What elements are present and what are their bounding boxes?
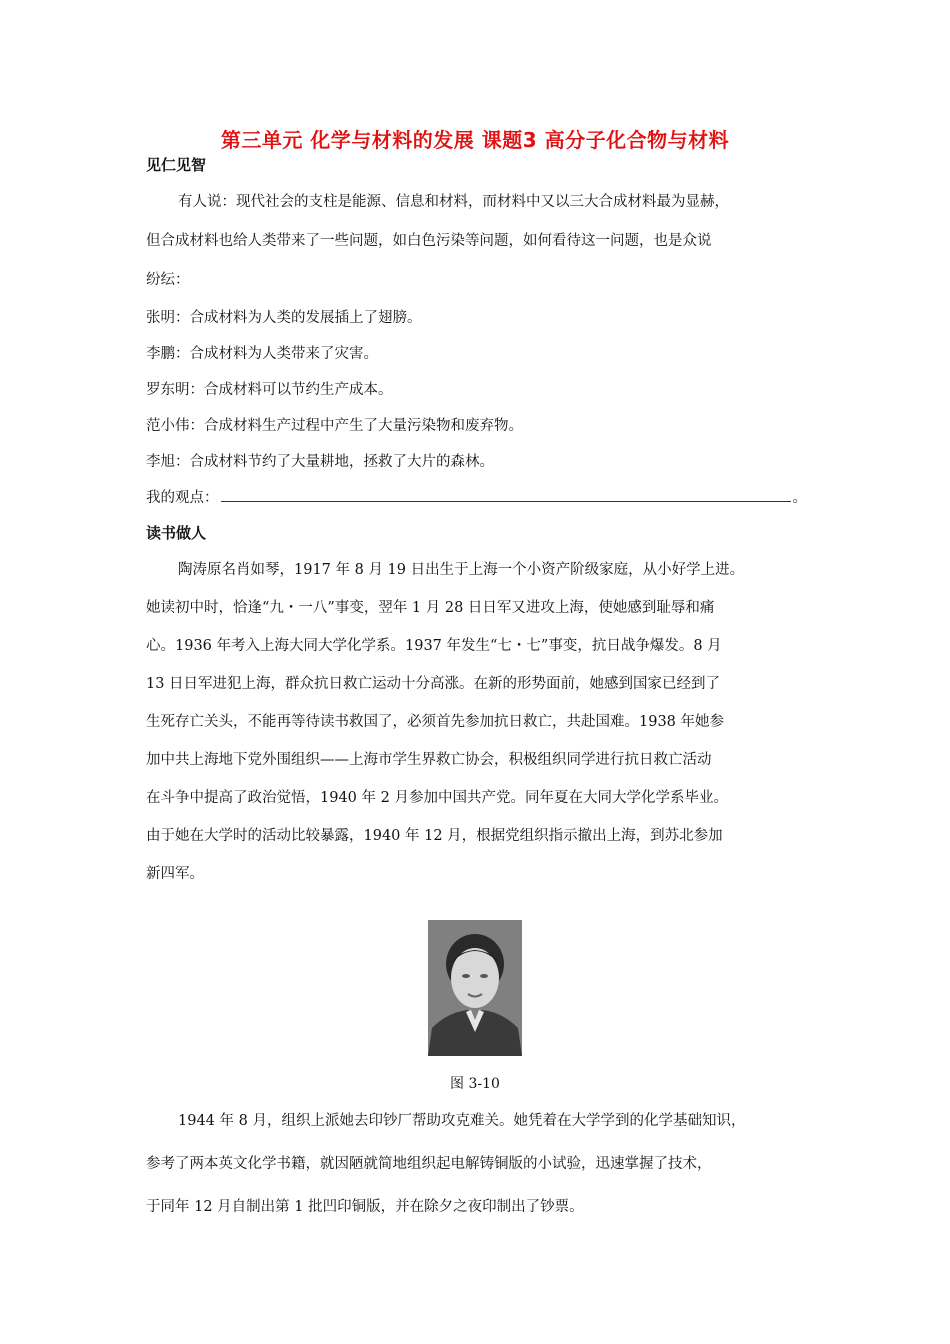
my-view-end: 。 bbox=[792, 490, 807, 506]
paragraph-line: 于同年 12 月自制出第 1 批凹印铜版，并在除夕之夜印制出了钞票。 bbox=[146, 1199, 584, 1215]
section-heading-reading: 读书做人 bbox=[146, 524, 207, 542]
portrait-illustration bbox=[428, 920, 522, 1056]
paragraph-line: 加中共上海地下党外围组织——上海市学生界救亡协会，积极组织同学进行抗日救亡活动 bbox=[146, 752, 712, 768]
opinion-line: 张明：合成材料为人类的发展插上了翅膀。 bbox=[146, 310, 422, 326]
paragraph-line: 1944 年 8 月，组织上派她去印钞厂帮助攻克难关。她凭着在大学学到的化学基础知识， bbox=[178, 1113, 746, 1129]
opinion-line: 李旭：合成材料节约了大量耕地，拯救了大片的森林。 bbox=[146, 454, 494, 470]
my-view-label: 我的观点： bbox=[146, 490, 219, 506]
paragraph-line: 她读初中时，恰逢“九・一八”事变，翌年 1 月 28 日日军又进攻上海，使她感到耻辱和痛 bbox=[146, 600, 715, 616]
my-view-line bbox=[146, 486, 807, 507]
paragraph-line: 陶涛原名肖如琴，1917 年 8 月 19 日出生于上海一个小资产阶级家庭，从小好学上进。 bbox=[178, 562, 745, 578]
opinion-line: 罗东明：合成材料可以节约生产成本。 bbox=[146, 382, 393, 398]
page-title: 第三单元 化学与材料的发展 课题3 高分子化合物与材料 bbox=[220, 128, 730, 152]
portrait-photo bbox=[428, 920, 522, 1056]
paragraph-line: 在斗争中提高了政治觉悟，1940 年 2 月参加中国共产党。同年夏在大同大学化学系毕业。 bbox=[146, 790, 728, 806]
section-heading-opinions: 见仁见智 bbox=[146, 156, 207, 174]
paragraph-line: 有人说：现代社会的支柱是能源、信息和材料，而材料中又以三大合成材料最为显赫， bbox=[178, 194, 729, 210]
paragraph-line: 生死存亡关头，不能再等待读书救国了，必须首先参加抗日救亡，共赴国难。1938 年她参 bbox=[146, 714, 725, 730]
paragraph-line: 由于她在大学时的活动比较暴露，1940 年 12 月，根据党组织指示撤出上海，到苏北参加 bbox=[146, 828, 723, 844]
paragraph-line: 新四军。 bbox=[146, 866, 204, 882]
paragraph-line: 心。1936 年考入上海大同大学化学系。1937 年发生“七・七”事变，抗日战争爆发。8 月 bbox=[146, 638, 722, 654]
paragraph-line: 参考了两本英文化学书籍，就因陋就简地组织起电解铸铜版的小试验，迅速掌握了技术， bbox=[146, 1156, 712, 1172]
figure-caption: 图 3-10 bbox=[450, 1076, 500, 1092]
my-view-blank[interactable] bbox=[221, 487, 791, 502]
paragraph-line: 纷纭： bbox=[146, 272, 190, 288]
opinion-line: 李鹏：合成材料为人类带来了灾害。 bbox=[146, 346, 378, 362]
paragraph-line: 13 日日军进犯上海，群众抗日救亡运动十分高涨。在新的形势面前，她感到国家已经到了 bbox=[146, 676, 721, 692]
paragraph-line: 但合成材料也给人类带来了一些问题，如白色污染等问题，如何看待这一问题，也是众说 bbox=[146, 233, 712, 249]
opinion-line: 范小伟：合成材料生产过程中产生了大量污染物和废弃物。 bbox=[146, 418, 523, 434]
